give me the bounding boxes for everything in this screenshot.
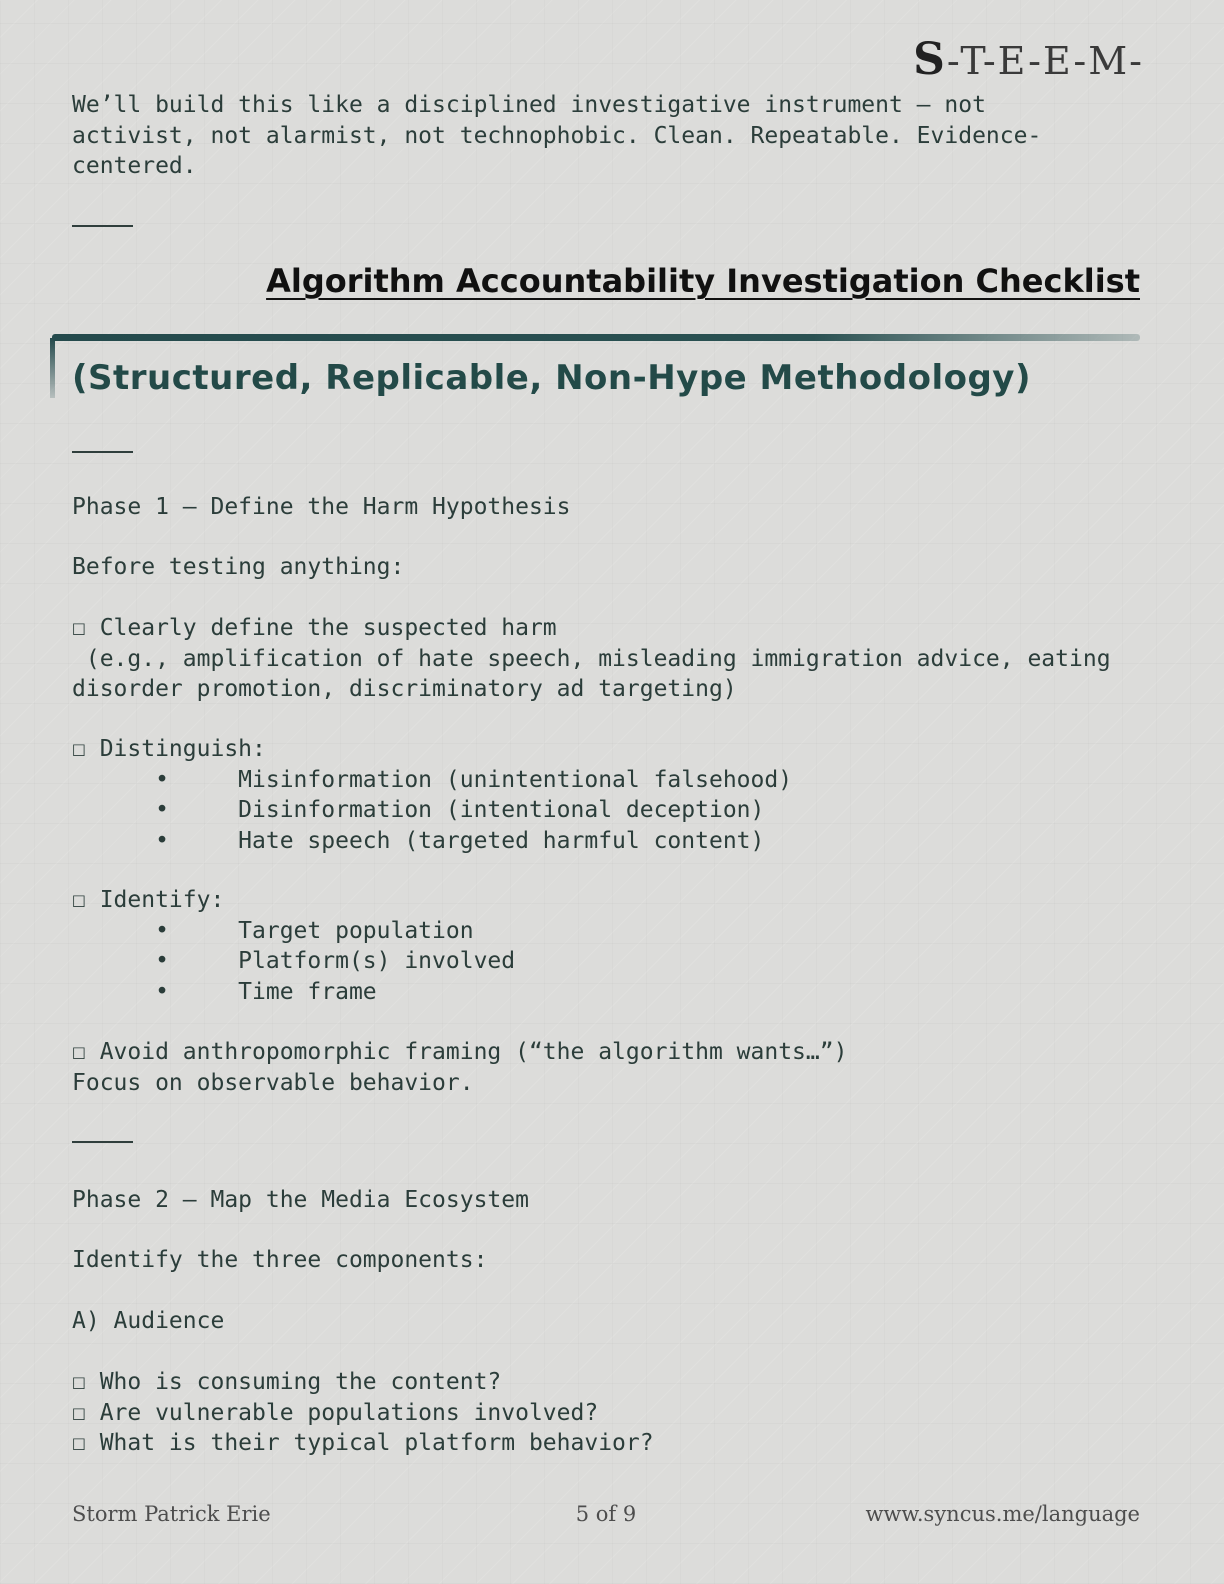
page-title: Algorithm Accountability Investigation Checklist: [266, 262, 1140, 300]
checklist-item-distinguish: ☐ Distinguish: • Misinformation (unintentional falsehood) • Disinformation (intentional deception) • Hate speech (targeted harmful content): [72, 736, 793, 854]
section-divider: [72, 451, 133, 453]
steem-logo: [913, 36, 1144, 85]
checklist-item-avoid: ☐ Avoid anthropomorphic framing (“the algorithm wants…”) Focus on observable behavior.: [72, 1039, 848, 1096]
phase1-heading: Phase 1 — Define the Harm Hypothesis: [72, 494, 571, 520]
footer-url: www.syncus.me/language: [865, 1502, 1140, 1526]
checklist-item-identify: ☐ Identify: • Target population • Platform(s) involved • Time frame: [72, 887, 516, 1005]
footer-page-number: 5 of 9: [575, 1502, 637, 1526]
audience-heading: A) Audience: [72, 1308, 225, 1334]
brush-stroke-edge: [50, 338, 55, 398]
section-divider: [72, 225, 133, 227]
footer-author: Storm Patrick Erie: [72, 1502, 271, 1526]
phase2-heading: Phase 2 — Map the Media Ecosystem: [72, 1187, 529, 1213]
phase1-before: Before testing anything:: [72, 554, 405, 580]
audience-checklist: ☐ Who is consuming the content? ☐ Are vulnerable populations involved? ☐ What is their typical platform behavior?: [72, 1369, 654, 1456]
section-divider: [72, 1141, 133, 1143]
logo-rest: -T-E-E-M-: [946, 39, 1144, 83]
checklist-item-harm: ☐ Clearly define the suspected harm (e.g., amplification of hate speech, misleading immigration advice, eating disorder promotion, discriminatory ad targeting): [72, 615, 1111, 702]
phase2-intro: Identify the three components:: [72, 1247, 488, 1273]
intro-paragraph: We’ll build this like a disciplined investigative instrument — not activist, not alarmist, not technophobic. Clean. Repeatable. Evidence-centered.: [72, 92, 1042, 179]
logo-initial: S: [913, 34, 947, 85]
brush-stroke-divider: [52, 334, 1140, 341]
page-subtitle: (Structured, Replicable, Non-Hype Methodology): [72, 358, 1032, 398]
